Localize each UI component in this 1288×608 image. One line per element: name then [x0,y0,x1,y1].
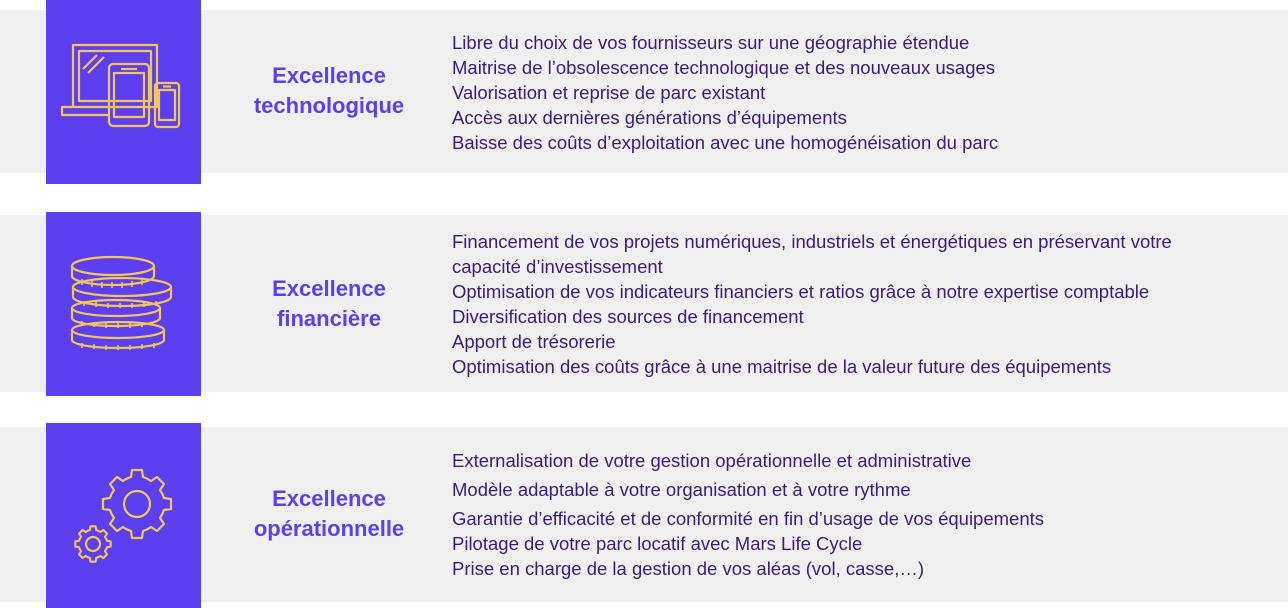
list-item: Pilotage de votre parc locatif avec Mars Life Cycle [452,533,863,554]
benefits-list-technologique [452,30,1282,155]
list-item: Apport de trésorerie [452,331,616,352]
list-item: Valorisation et reprise de parc existant [452,82,766,103]
section-title-line1: Excellence [272,63,386,88]
list-item: Baisse des coûts d’exploitation avec une homogénéisation du parc [452,132,999,153]
list-item: Diversification des sources de financement [452,306,804,327]
list-item: Optimisation des coûts grâce à une maitrise de la valeur future des équipements [452,356,1112,377]
section-title-line1: Excellence [272,276,386,301]
benefits-list-financiere [452,229,1282,379]
list-item: Prise en charge de la gestion de vos aléas (vol, casse,…) [452,558,924,579]
list-item: capacité d’investissement [452,256,663,277]
benefits-list-operationnelle [452,448,1282,581]
list-item: Financement de vos projets numériques, industriels et énergétiques en préservant votre [452,231,1172,252]
section-title-line2: technologique [253,93,405,118]
gears-icon [69,466,179,566]
coins-icon [68,254,180,354]
list-item: Maitrise de l’obsolescence technologique et des nouveaux usages [452,57,996,78]
list-item: Libre du choix de vos fournisseurs sur une géographie étendue [452,32,970,53]
section-title-technologique [201,46,457,136]
list-item: Modèle adaptable à votre organisation et à votre rythme [452,479,911,500]
devices-icon [59,42,189,142]
section-title-line1: Excellence [272,486,386,511]
section-title-financiere [201,259,457,349]
list-item: Garantie d’efficacité et de conformité en fin d’usage de vos équipements [452,508,1045,529]
icon-panel-technologique [46,0,201,184]
section-title-line2: opérationnelle [253,516,405,541]
icon-panel-financiere [46,212,201,396]
section-title-line2: financière [277,306,381,331]
icon-panel-operationnelle [46,423,201,608]
list-item: Accès aux dernières générations d’équipements [452,107,847,128]
list-item: Externalisation de votre gestion opérationnelle et administrative [452,450,972,471]
section-title-operationnelle [201,469,457,559]
list-item: Optimisation de vos indicateurs financiers et ratios grâce à notre expertise comptable [452,281,1150,302]
